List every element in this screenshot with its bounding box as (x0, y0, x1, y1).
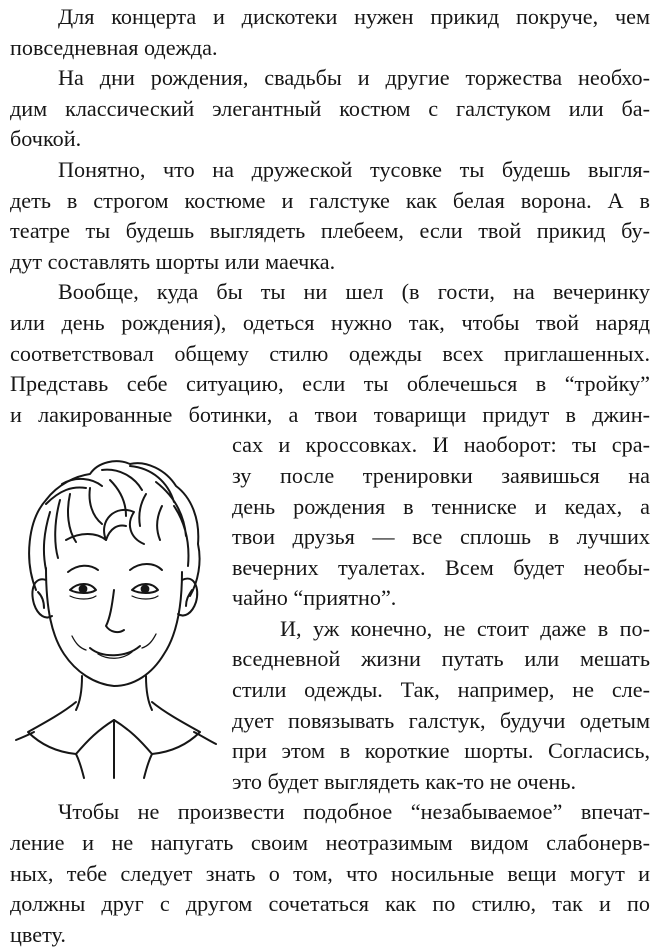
text-line: ление и не напугать своим неотразимым видом слабонерв- (10, 830, 650, 856)
text-line: чайно “приятно”. (232, 585, 397, 611)
paragraph-4-continued (232, 430, 650, 614)
text-line: На дни рождения, свадьбы и другие торжества необхо- (58, 65, 650, 91)
text-line: должны друг с другом сочетаться как по стилю, так и по (10, 891, 650, 917)
text-line: вседневной жизни путать или мешать (232, 646, 650, 672)
text-line: Понятно, что на дружеской тусовке ты будешь выгля- (58, 156, 650, 182)
boy-portrait-drawing-icon (6, 440, 222, 780)
text-line: Вообще, куда бы ты ни шел (в гости, на вечеринку (58, 279, 650, 305)
text-block-bottom (10, 797, 650, 950)
text-line: дут составлять шорты или маечка. (10, 248, 336, 274)
paragraph-3 (10, 155, 650, 277)
text-line: стили одежды. Так, например, не сле- (232, 677, 650, 703)
paragraph-5 (232, 614, 650, 798)
text-line: Для концерта и дискотеки нужен прикид покруче, чем (58, 4, 650, 29)
paragraph-6 (10, 797, 650, 950)
text-line: зу после тренировки заявишься на (232, 462, 650, 488)
text-line: бочкой. (10, 126, 82, 152)
text-line: деть в строгом костюме и галстуке как белая ворона. А в (10, 187, 650, 213)
text-line: цвету. (10, 921, 66, 947)
paragraph-1 (10, 2, 650, 63)
text-line: соответствовал общему стилю одежды всех приглашенных. (10, 340, 650, 366)
text-line: дует повязывать галстук, будучи одетым (232, 707, 650, 733)
text-line: день рождения в тенниске и кедах, а (232, 493, 650, 519)
text-line: сах и кроссовках. И наоборот: ты сра- (232, 432, 650, 458)
text-line: Чтобы не произвести подобное “незабываемое” впечат- (58, 799, 650, 825)
text-line: Представь себе ситуацию, если ты облечешься в “тройку” (10, 371, 650, 397)
text-line: твои друзья — все сплошь в лучших (232, 524, 650, 550)
text-line: это будет выглядеть как-то не очень. (232, 768, 577, 794)
text-line: и лакированные ботинки, а твои товарищи придут в джин- (10, 401, 650, 427)
text-block-top (10, 0, 650, 430)
text-line: театре ты будешь выглядеть плебеем, если твой прикид бу- (10, 218, 650, 244)
text-line: повседневная одежда. (10, 34, 218, 60)
paragraph-2 (10, 63, 650, 155)
text-line: вечерних туалетах. Всем будет необы- (232, 554, 650, 580)
paragraph-4 (10, 277, 650, 430)
text-line: или день рождения), одеться нужно так, чтобы твой наряд (10, 309, 650, 335)
text-line: дим классический элегантный костюм с галстуком или ба- (10, 95, 650, 121)
text-line: при этом в короткие шорты. Согласись, (232, 738, 650, 764)
text-line: И, уж конечно, не стоит даже в по- (280, 615, 650, 641)
text-line: ных, тебе следует знать о том, что носильные вещи могут и (10, 860, 650, 886)
